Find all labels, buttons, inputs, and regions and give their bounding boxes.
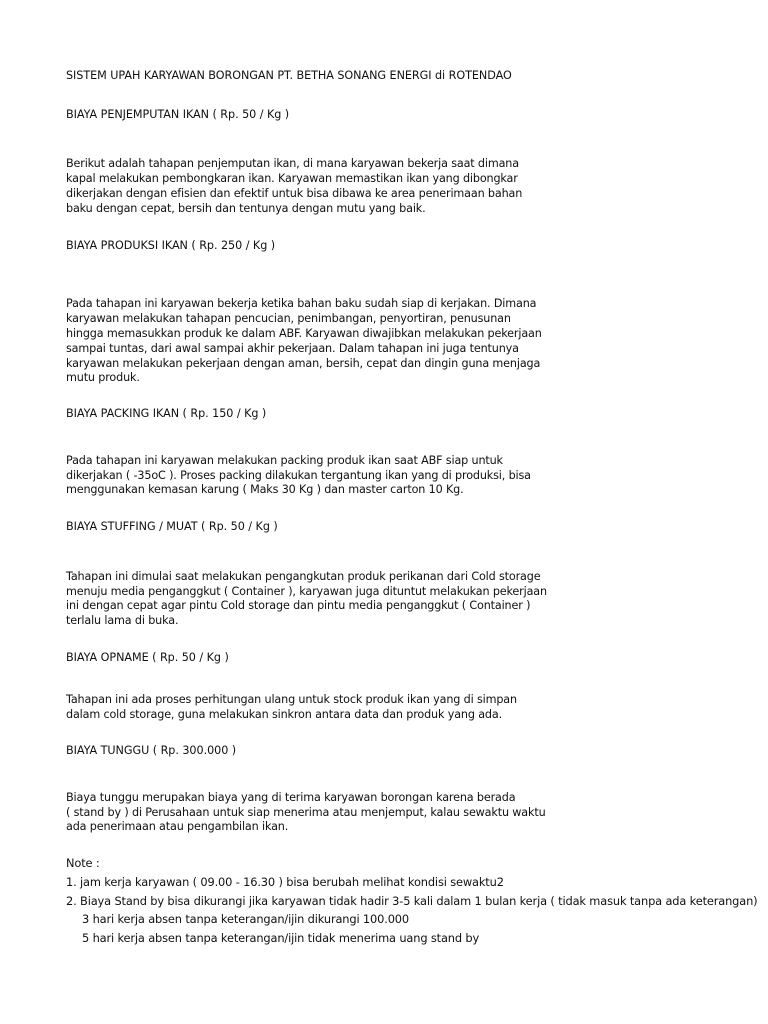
note-label: Note :: [66, 856, 100, 870]
paragraph-line: ( stand by ) di Perusahaan untuk siap menerima atau menjemput, kalau sewaktu waktu: [66, 806, 546, 819]
paragraph-line: Berikut adalah tahapan penjemputan ikan, di mana karyawan bekerja saat dimana: [66, 157, 519, 170]
paragraph-line: Tahapan ini dimulai saat melakukan pengangkutan produk perikanan dari Cold storage: [66, 570, 541, 583]
paragraph-line: menggunakan kemasan karung ( Maks 30 Kg ) dan master carton 10 Kg.: [66, 483, 464, 496]
note-sub-item: 5 hari kerja absen tanpa keterangan/ijin tidak menerima uang stand by: [82, 931, 480, 945]
paragraph-line: dikerjakan ( -35oC ). Proses packing dilakukan tergantung ikan yang di produksi, bisa: [66, 469, 531, 482]
note-sub-item: 3 hari kerja absen tanpa keterangan/ijin dikurangi 100.000: [82, 912, 409, 926]
document-title: SISTEM UPAH KARYAWAN BORONGAN PT. BETHA SONANG ENERGI di ROTENDAO: [66, 69, 512, 82]
paragraph-line: sampai tuntas, dari awal sampai akhir pekerjaan. Dalam tahapan ini juga tentunya: [66, 342, 519, 355]
paragraph-line: karyawan melakukan pekerjaan dengan aman, bersih, cepat dan dingin guna menjaga: [66, 357, 541, 370]
section-heading-penjemputan: BIAYA PENJEMPUTAN IKAN ( Rp. 50 / Kg ): [66, 108, 290, 121]
paragraph-line: Pada tahapan ini karyawan bekerja ketika bahan baku sudah siap di kerjakan. Dimana: [66, 297, 537, 310]
paragraph-line: terlalu lama di buka.: [66, 614, 179, 627]
paragraph-line: karyawan melakukan tahapan pencucian, penimbangan, penyortiran, penusunan: [66, 312, 511, 325]
section-heading-packing: BIAYA PACKING IKAN ( Rp. 150 / Kg ): [66, 407, 267, 420]
paragraph-line: dikerjakan dengan efisien dan efektif untuk bisa dibawa ke area penerimaan bahan: [66, 187, 523, 200]
section-heading-produksi: BIAYA PRODUKSI IKAN ( Rp. 250 / Kg ): [66, 239, 276, 252]
paragraph-line: mutu produk.: [66, 371, 140, 384]
paragraph-line: Biaya tunggu merupakan biaya yang di terima karyawan borongan karena berada: [66, 791, 516, 804]
section-heading-stuffing: BIAYA STUFFING / MUAT ( Rp. 50 / Kg ): [66, 520, 278, 533]
paragraph-line: ini dengan cepat agar pintu Cold storage dan pintu media penganggkut ( Container ): [66, 599, 531, 612]
paragraph-line: baku dengan cepat, bersih dan tentunya dengan mutu yang baik.: [66, 202, 426, 215]
section-heading-opname: BIAYA OPNAME ( Rp. 50 / Kg ): [66, 651, 229, 664]
paragraph-line: Pada tahapan ini karyawan melakukan packing produk ikan saat ABF siap untuk: [66, 454, 503, 467]
paragraph-line: dalam cold storage, guna melakukan sinkron antara data dan produk yang ada.: [66, 708, 502, 721]
note-item: 1. jam kerja karyawan ( 09.00 - 16.30 ) bisa berubah melihat kondisi sewaktu2: [66, 875, 504, 889]
paragraph-line: hingga memasukkan produk ke dalam ABF. Karyawan diwajibkan melakukan pekerjaan: [66, 327, 542, 340]
paragraph-line: menuju media penganggkut ( Container ), karyawan juga dituntut melakukan pekerjaan: [66, 585, 547, 598]
section-heading-tunggu: BIAYA TUNGGU ( Rp. 300.000 ): [66, 744, 237, 757]
paragraph-line: ada penerimaan atau pengambilan ikan.: [66, 820, 289, 833]
paragraph-line: Tahapan ini ada proses perhitungan ulang untuk stock produk ikan yang di simpan: [66, 693, 517, 706]
paragraph-line: kapal melakukan pembongkaran ikan. Karyawan memastikan ikan yang dibongkar: [66, 172, 518, 185]
note-item: 2. Biaya Stand by bisa dikurangi jika karyawan tidak hadir 3-5 kali dalam 1 bulan kerja ( tidak masuk tanpa ada keterangan): [66, 894, 758, 908]
